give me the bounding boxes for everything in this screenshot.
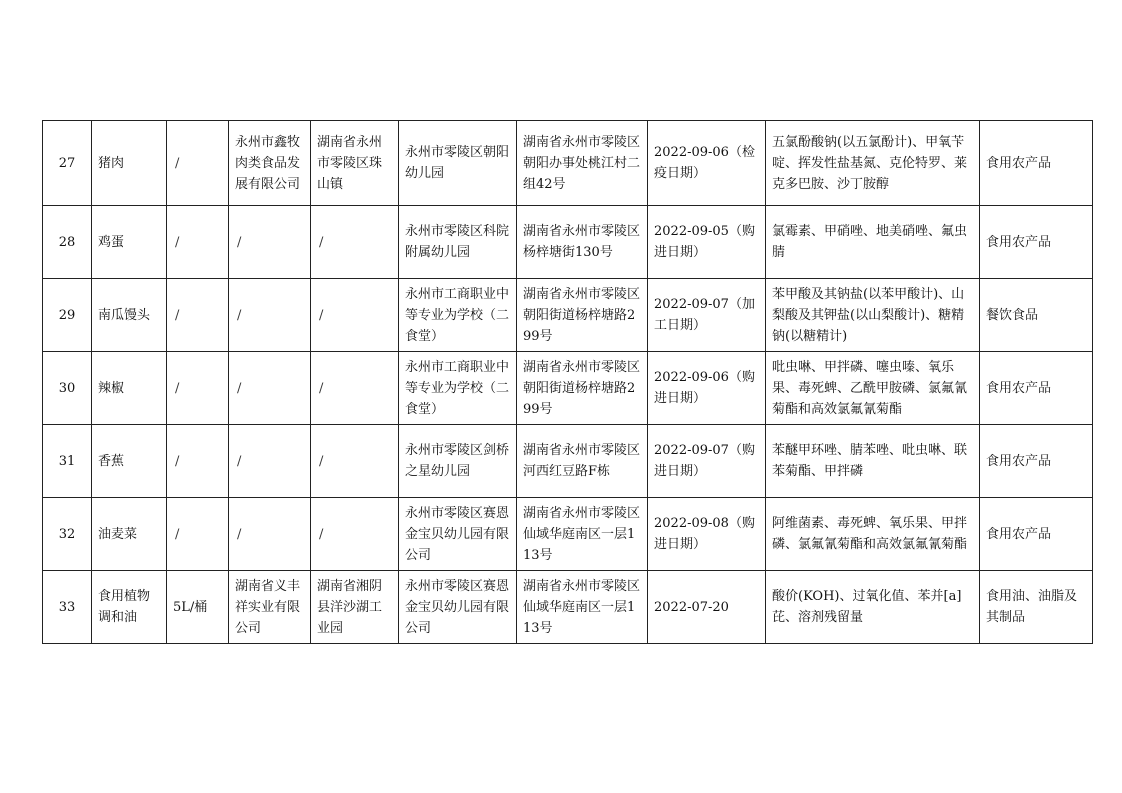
row-number: 31 xyxy=(43,425,92,498)
sampled-address: 湖南省永州市零陵区仙域华庭南区一层113号 xyxy=(517,498,648,571)
producer-address: 湖南省永州市零陵区珠山镇 xyxy=(311,121,399,206)
row-number: 32 xyxy=(43,498,92,571)
sampled-address: 湖南省永州市零陵区朝阳办事处桃江村二组42号 xyxy=(517,121,648,206)
specification: / xyxy=(167,121,229,206)
sample-name: 香蕉 xyxy=(92,425,167,498)
sampled-unit: 永州市零陵区赛恩金宝贝幼儿园有限公司 xyxy=(399,498,517,571)
sample-name: 食用植物调和油 xyxy=(92,571,167,644)
row-number: 28 xyxy=(43,206,92,279)
food-category: 食用农产品 xyxy=(980,206,1093,279)
producer-address: / xyxy=(311,425,399,498)
table-row xyxy=(43,206,1093,279)
producer-name: / xyxy=(229,498,311,571)
food-category: 食用农产品 xyxy=(980,352,1093,425)
sampled-address: 湖南省永州市零陵区仙域华庭南区一层113号 xyxy=(517,571,648,644)
producer-name: / xyxy=(229,206,311,279)
table-row xyxy=(43,121,1093,206)
food-category: 食用油、油脂及其制品 xyxy=(980,571,1093,644)
table-row xyxy=(43,425,1093,498)
sample-date: 2022-09-05（购进日期） xyxy=(648,206,766,279)
sample-date: 2022-09-06（购进日期） xyxy=(648,352,766,425)
sample-date: 2022-09-07（加工日期） xyxy=(648,279,766,352)
row-number: 27 xyxy=(43,121,92,206)
producer-name: / xyxy=(229,279,311,352)
producer-name: 永州市鑫牧肉类食品发展有限公司 xyxy=(229,121,311,206)
sample-name: 猪肉 xyxy=(92,121,167,206)
specification: / xyxy=(167,206,229,279)
producer-address: / xyxy=(311,279,399,352)
sampled-unit: 永州市零陵区科院附属幼儿园 xyxy=(399,206,517,279)
table-row xyxy=(43,352,1093,425)
sampled-address: 湖南省永州市零陵区朝阳街道杨梓塘路299号 xyxy=(517,279,648,352)
specification: 5L/桶 xyxy=(167,571,229,644)
row-number: 29 xyxy=(43,279,92,352)
table-row xyxy=(43,571,1093,644)
table-row xyxy=(43,498,1093,571)
producer-name: / xyxy=(229,425,311,498)
food-category: 食用农产品 xyxy=(980,498,1093,571)
sampled-address: 湖南省永州市零陵区杨梓塘街130号 xyxy=(517,206,648,279)
producer-address: / xyxy=(311,498,399,571)
sample-name: 辣椒 xyxy=(92,352,167,425)
test-items: 酸价(KOH)、过氧化值、苯并[a]芘、溶剂残留量 xyxy=(766,571,980,644)
row-number: 30 xyxy=(43,352,92,425)
test-items: 五氯酚酸钠(以五氯酚计)、甲氧苄啶、挥发性盐基氮、克伦特罗、莱克多巴胺、沙丁胺醇 xyxy=(766,121,980,206)
sampled-address: 湖南省永州市零陵区河西红豆路F栋 xyxy=(517,425,648,498)
sample-name: 油麦菜 xyxy=(92,498,167,571)
sampled-unit: 永州市零陵区赛恩金宝贝幼儿园有限公司 xyxy=(399,571,517,644)
sample-date: 2022-07-20 xyxy=(648,571,766,644)
food-category: 食用农产品 xyxy=(980,121,1093,206)
test-items: 苯甲酸及其钠盐(以苯甲酸计)、山梨酸及其钾盐(以山梨酸计)、糖精钠(以糖精计) xyxy=(766,279,980,352)
test-items: 苯醚甲环唑、腈苯唑、吡虫啉、联苯菊酯、甲拌磷 xyxy=(766,425,980,498)
sampled-unit: 永州市工商职业中等专业为学校（二食堂） xyxy=(399,352,517,425)
sampled-unit: 永州市零陵区朝阳幼儿园 xyxy=(399,121,517,206)
sampling-results-table xyxy=(42,120,1093,644)
specification: / xyxy=(167,352,229,425)
specification: / xyxy=(167,425,229,498)
producer-address: / xyxy=(311,352,399,425)
sample-date: 2022-09-07（购进日期） xyxy=(648,425,766,498)
producer-address: 湖南省湘阴县洋沙湖工业园 xyxy=(311,571,399,644)
test-items: 吡虫啉、甲拌磷、噻虫嗪、氧乐果、毒死蜱、乙酰甲胺磷、氯氟氰菊酯和高效氯氟氰菊酯 xyxy=(766,352,980,425)
test-items: 阿维菌素、毒死蜱、氧乐果、甲拌磷、氯氟氰菊酯和高效氯氟氰菊酯 xyxy=(766,498,980,571)
sample-date: 2022-09-06（检疫日期） xyxy=(648,121,766,206)
sampled-address: 湖南省永州市零陵区朝阳街道杨梓塘路299号 xyxy=(517,352,648,425)
producer-address: / xyxy=(311,206,399,279)
specification: / xyxy=(167,498,229,571)
producer-name: 湖南省义丰祥实业有限公司 xyxy=(229,571,311,644)
sample-name: 鸡蛋 xyxy=(92,206,167,279)
test-items: 氯霉素、甲硝唑、地美硝唑、氟虫腈 xyxy=(766,206,980,279)
food-category: 食用农产品 xyxy=(980,425,1093,498)
table-row xyxy=(43,279,1093,352)
sampled-unit: 永州市零陵区剑桥之星幼儿园 xyxy=(399,425,517,498)
sampled-unit: 永州市工商职业中等专业为学校（二食堂） xyxy=(399,279,517,352)
producer-name: / xyxy=(229,352,311,425)
food-category: 餐饮食品 xyxy=(980,279,1093,352)
sample-name: 南瓜馒头 xyxy=(92,279,167,352)
specification: / xyxy=(167,279,229,352)
row-number: 33 xyxy=(43,571,92,644)
sample-date: 2022-09-08（购进日期） xyxy=(648,498,766,571)
